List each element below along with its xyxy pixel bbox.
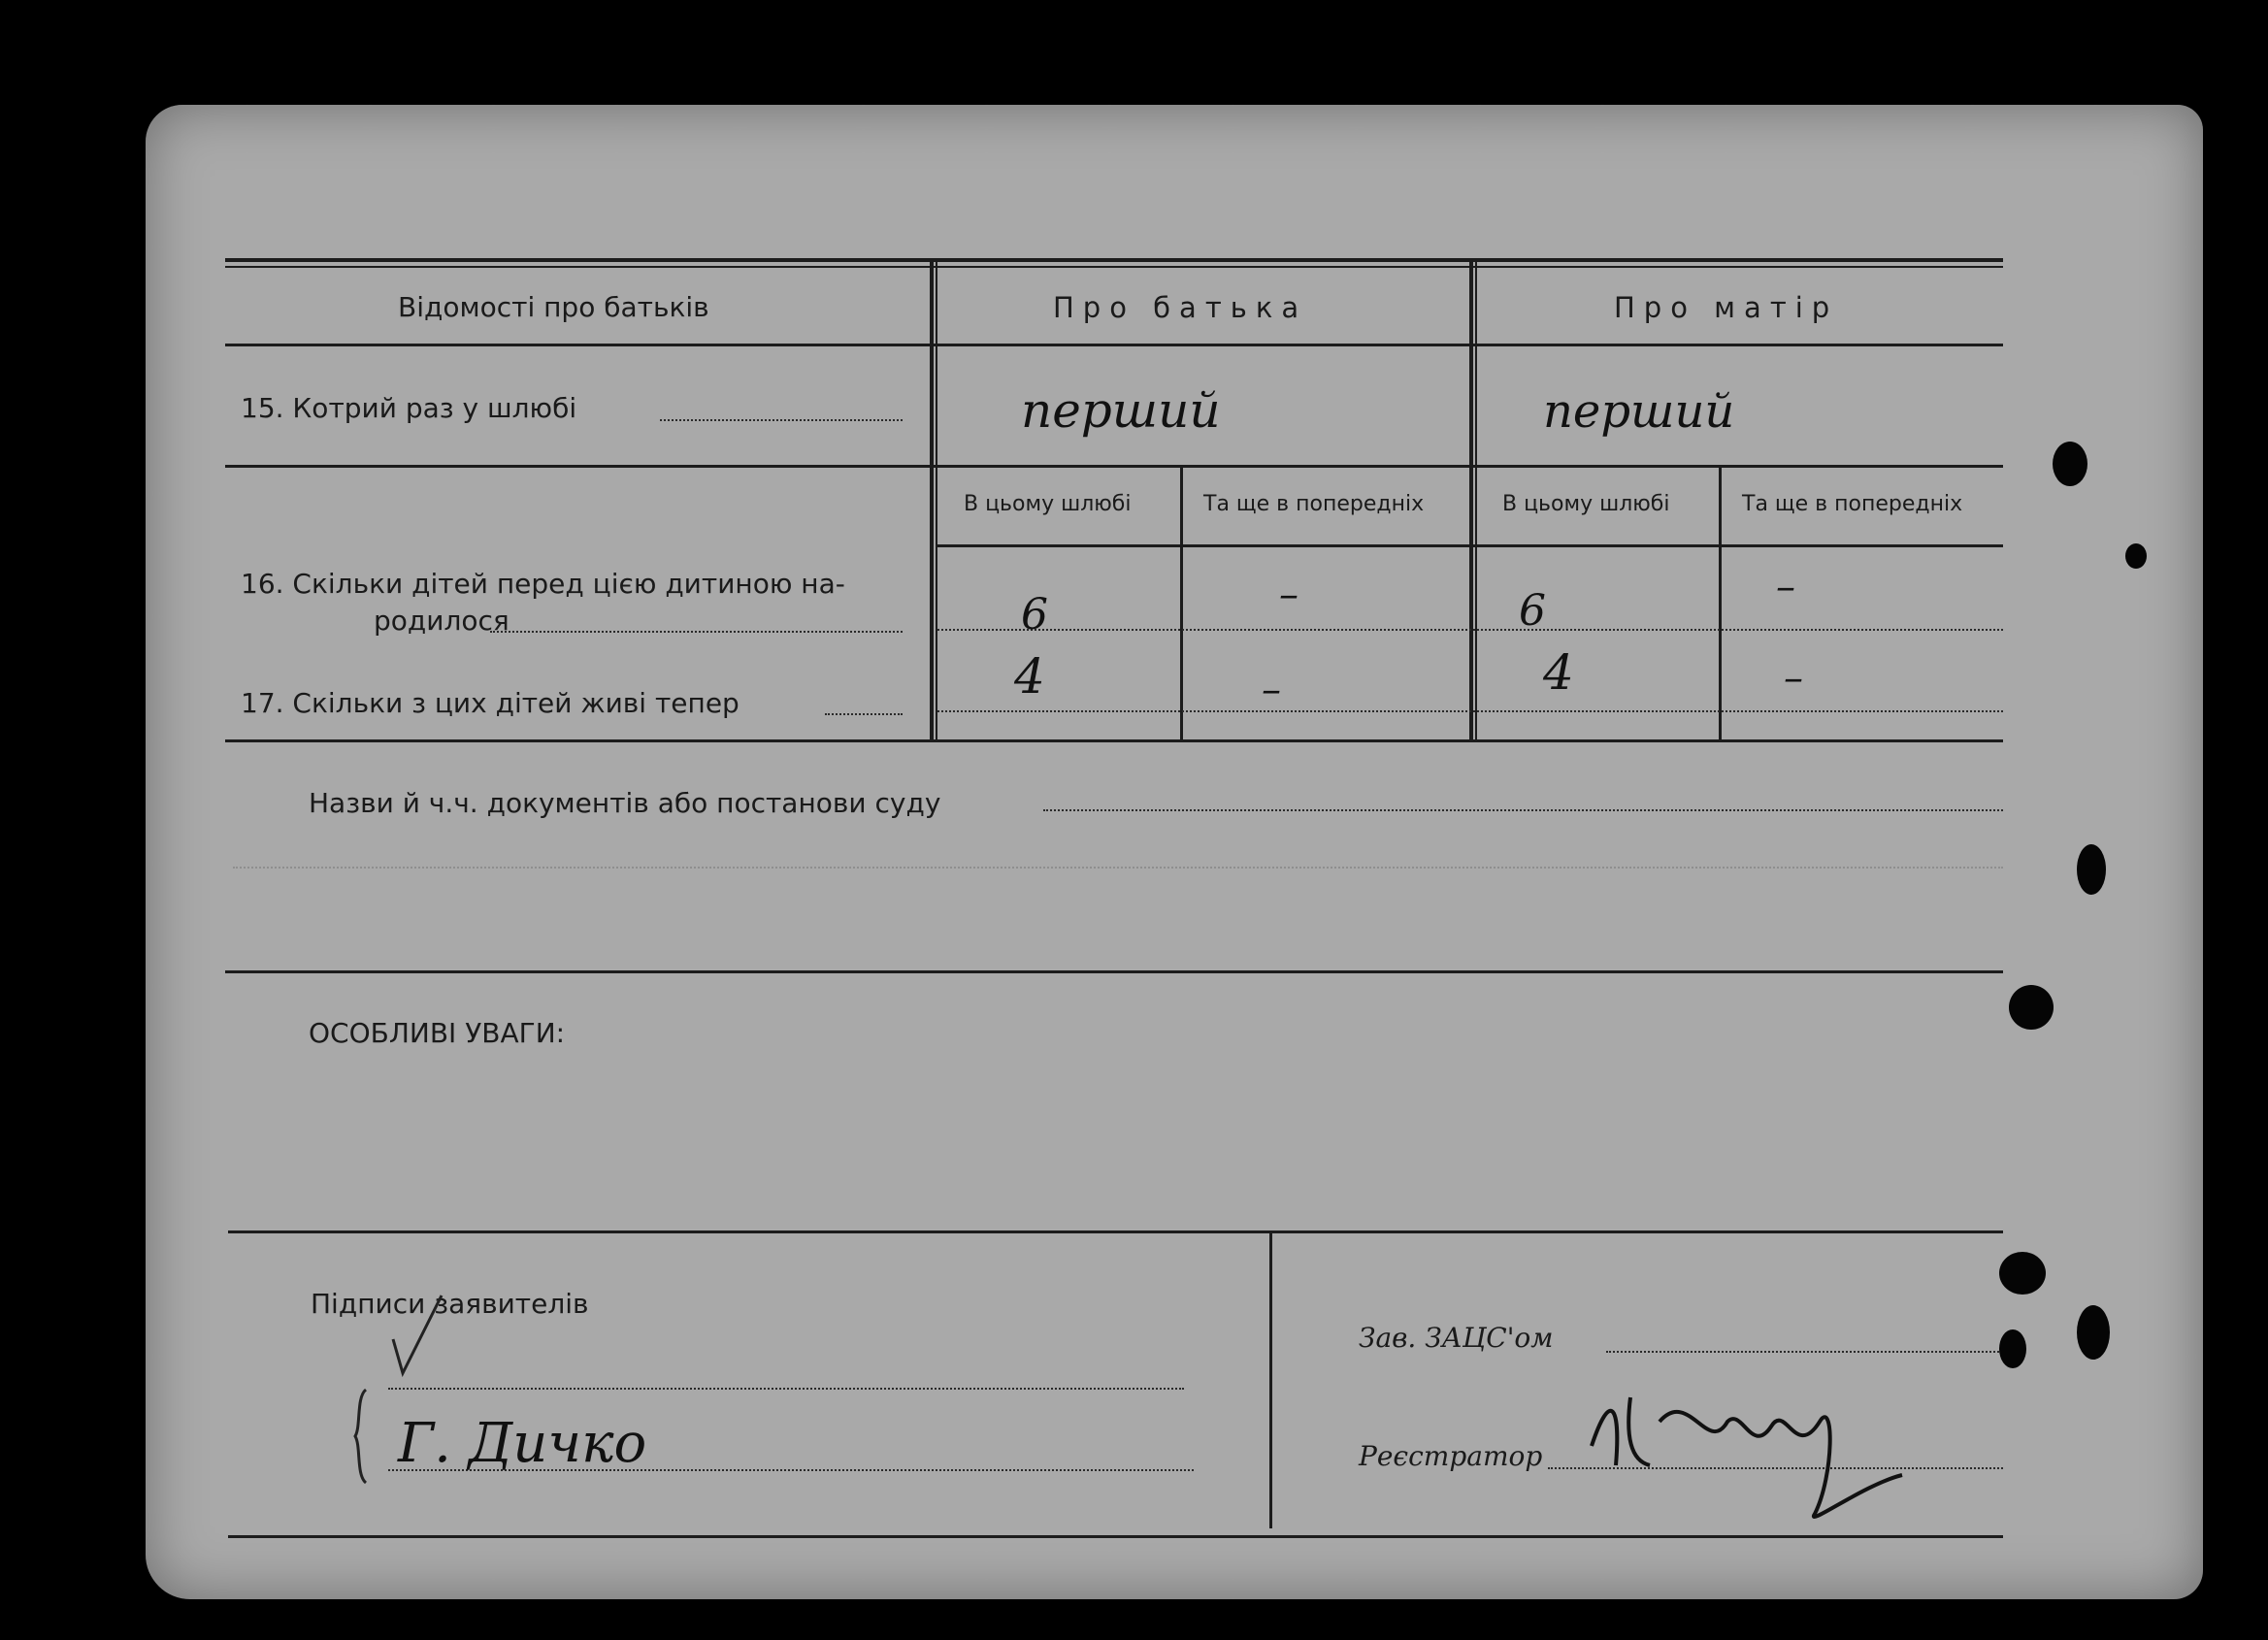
bottom-rule [228, 1535, 2003, 1538]
q17-father-previous: – [1262, 668, 1281, 712]
registrar-signature [1572, 1368, 1922, 1524]
header-parents-info: Відомості про батьків [398, 291, 709, 323]
table-bottom-rule [225, 739, 2003, 742]
registrar-label: Реєстратор [1359, 1440, 1543, 1472]
binder-hole-7 [1999, 1329, 2026, 1368]
zags-head-line [1606, 1351, 2003, 1353]
q15-label: 15. Котрий раз у шлюбі [241, 392, 577, 424]
subheader-father-previous: Та ще в попередніх [1203, 492, 1425, 516]
q17-mother-this: 4 [1543, 644, 1574, 701]
special-notes-label: ОСОБЛИВІ УВАГИ: [309, 1017, 566, 1049]
subheader-mother-previous: Та ще в попередніх [1742, 492, 1963, 516]
q17-label: 17. Скільки з цих дітей живі тепер [241, 687, 740, 719]
q15-mother-answer: перший [1543, 384, 1735, 439]
q16-answer-rule [937, 629, 2003, 631]
section-rule-1 [225, 970, 2003, 973]
col-divider-father [930, 262, 934, 739]
header-about-mother: Про матір [1614, 291, 1839, 324]
top-double-rule-2 [225, 266, 2003, 268]
col-divider-mother [1469, 262, 1473, 739]
binder-hole-6 [2077, 1305, 2110, 1360]
q17-answer-rule [937, 710, 2003, 712]
binder-hole-4 [2009, 985, 2054, 1030]
q16-leader-dots [490, 631, 903, 633]
binder-hole-5 [1999, 1252, 2046, 1295]
q16-label-line2: родилося [374, 605, 509, 637]
subcol-divider-father [1180, 468, 1183, 739]
header-bottom-rule [225, 344, 2003, 346]
col-divider-father-2 [936, 262, 937, 739]
documents-line-2 [233, 867, 2003, 869]
applicant-tick-mark [388, 1291, 446, 1378]
q16-label-line1: 16. Скільки дітей перед цією дитиною на- [241, 568, 845, 600]
applicant-brace [351, 1388, 371, 1485]
q16-father-previous: – [1279, 573, 1298, 617]
q15-leader-dots [660, 419, 903, 421]
binder-hole-3 [2077, 844, 2106, 895]
q17-father-this: 4 [1014, 648, 1045, 705]
applicants-signatures-label: Підписи заявителів [311, 1288, 589, 1320]
section-rule-2 [228, 1230, 2003, 1233]
signature-divider [1269, 1232, 1272, 1528]
header-about-father: Про батька [1053, 291, 1308, 324]
top-double-rule-1 [225, 258, 2003, 262]
zags-head-label: Зав. ЗАЦС'ом [1359, 1322, 1554, 1354]
documents-line [1043, 809, 2003, 811]
subheader-father-this-marriage: В цьому шлюбі [964, 492, 1132, 516]
binder-hole-1 [2053, 442, 2087, 486]
q16-mother-this: 6 [1519, 586, 1546, 636]
col-divider-mother-2 [1475, 262, 1477, 739]
q15-bottom-rule [225, 465, 2003, 468]
binder-hole-2 [2125, 543, 2147, 569]
q15-father-answer: перший [1021, 382, 1221, 439]
applicant-line-1 [388, 1388, 1184, 1390]
applicant-signature: Г. Дичко [398, 1412, 647, 1475]
subheader-mother-this-marriage: В цьому шлюбі [1502, 492, 1670, 516]
q17-mother-previous: – [1784, 656, 1803, 701]
documents-label: Назви й ч.ч. документів або постанови суду [309, 787, 941, 819]
q16-mother-previous: – [1776, 565, 1795, 609]
subcol-divider-mother [1719, 468, 1722, 739]
q17-leader-dots [825, 713, 903, 715]
q16-father-this: 6 [1021, 590, 1048, 640]
